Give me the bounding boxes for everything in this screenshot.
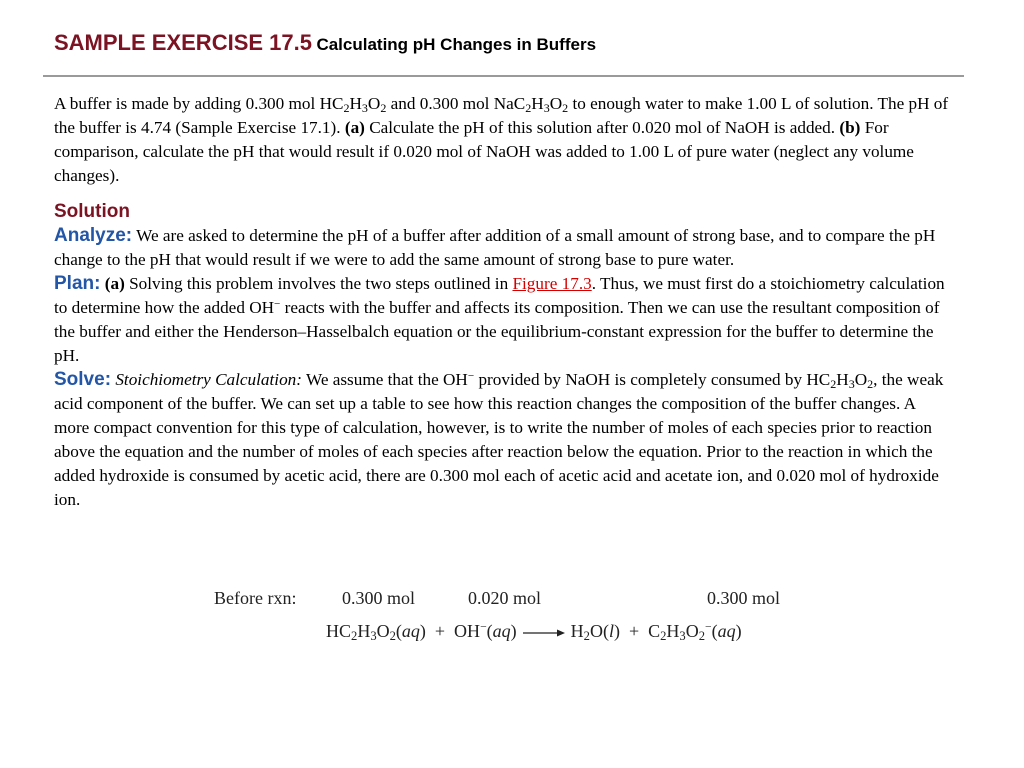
title-divider <box>43 75 964 77</box>
problem-statement: A buffer is made by adding 0.300 mol $HC_2H_3O_2$ and 0.300 mol $NaC_2H_3O_2$ to enough water to make 1.00 L of solution. The pH of the buffer is 4.74 (Sample Exercise 17.1). (a) Calculate the pH of this solution after 0.020 mol of NaOH is added. (b) For comparison, calculate the pH that would result if 0.020 mol of NaOH was added to 1.00 L of pure water (neglect any volume changes). <box>54 94 949 185</box>
solve-paragraph: Solve: Stoichiometry Calculation: We assume that the OH− provided by NaOH is completely consumed by $HC_2H_3O_2$, the weak acid component of the buffer. We can set up a table to see how this reaction changes the composition of the buffer changes. A more compact convention for this type of calculation, however, is to write the number of moles of each species prior to reaction above the equation and the number of moles of each species after reaction below the equation. Prior to the reaction in which the added hydroxide is consumed by acetic acid, there are 0.300 mol each of acetic acid and acetate ion, and 0.020 mol of hydroxide ion. <box>54 369 944 509</box>
plan-part-label: (a) <box>104 274 125 293</box>
analyze-paragraph: Analyze: We are asked to determine the pH of a buffer after addition of a small amount of strong base, and to compare the pH change to the pH that would result if we were to add the same amount of strong base to pure water. <box>54 225 936 269</box>
acid-amount: 0.300 mol <box>342 588 416 608</box>
plan-paragraph: Plan: (a) Solving this problem involves the two steps outlined in Figure 17.3. Thus, we must first do a stoichiometry calculation to determine how the added OH− reacts with the buffer and affects its composition. Then we can use the resultant composition of the buffer and either the Henderson–Hasselbalch equation or the equilibrium-constant expression for the buffer to determine the pH. <box>54 273 945 365</box>
title-main: SAMPLE EXERCISE 17.5 <box>54 30 312 55</box>
part-b-label: (b) <box>839 118 861 137</box>
analyze-label: Analyze: <box>54 225 133 246</box>
solution-heading: Solution <box>54 201 130 222</box>
solve-label: Solve: <box>54 369 112 390</box>
acetate-amount: 0.300 mol <box>707 588 781 608</box>
slide-title <box>54 30 596 56</box>
solve-italic: Stoichiometry Calculation: <box>115 370 302 389</box>
part-a-label: (a) <box>344 118 365 137</box>
reaction-equation <box>214 588 834 648</box>
equation-line: $HC_2H_3O_2(aq) + OH^-(aq) H_2O(l) + C_2H_3O_2^-(aq)$ <box>326 620 742 644</box>
figure-link[interactable]: Figure 17.3 <box>512 274 592 293</box>
reaction-arrow-icon <box>523 628 565 638</box>
plan-label: Plan: <box>54 273 101 294</box>
title-sub: Calculating pH Changes in Buffers <box>316 35 597 54</box>
body-text <box>54 92 954 512</box>
hydroxide-amount: 0.020 mol <box>468 588 542 608</box>
before-rxn-label: Before rxn: <box>214 588 297 608</box>
